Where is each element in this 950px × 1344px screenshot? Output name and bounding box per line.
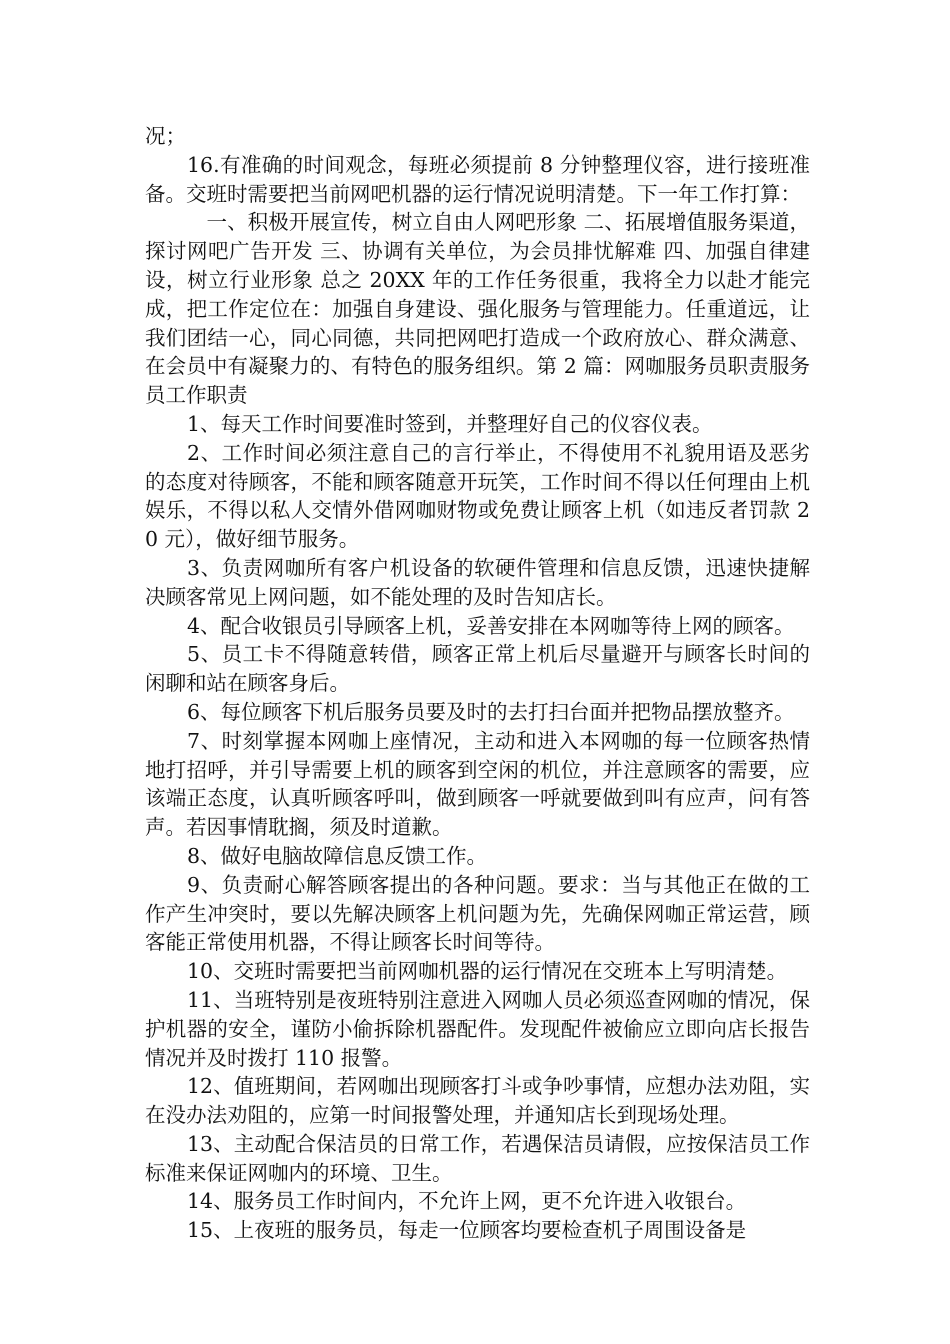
paragraph: 15、上夜班的服务员，每走一位顾客均要检查机子周围设备是 [187, 1218, 747, 1243]
paragraph: 9、负责耐心解答顾客提出的各种问题。要求：当与其他正在做的工作产生冲突时，要以先解决顾客上机问题为先，先确保网咖正常运营，顾客能正常使用机器，不得让顾客长时间等待。 [145, 872, 810, 955]
paragraph: 2、工作时间必须注意自己的言行举止，不得使用不礼貌用语及恶劣的态度对待顾客，不能和顾客随意开玩笑，工作时间不得以任何理由上机娱乐，不得以私人交情外借网咖财物或免费让顾客上机（如违反者罚款 20 元），做好细节服务。 [145, 440, 810, 552]
paragraph: 16.有准确的时间观念，每班必须提前 8 分钟整理仪容，进行接班准备。交班时需要把当前网吧机器的运行情况说明清楚。下一年工作打算： [145, 152, 810, 206]
paragraph: 7、时刻掌握本网咖上座情况，主动和进入本网咖的每一位顾客热情地打招呼，并引导需要上机的顾客到空闲的机位，并注意顾客的需要，应该端正态度，认真听顾客呼叫，做到顾客一呼就要做到叫有应声，问有答声。若因事情耽搁，须及时道歉。 [145, 728, 810, 840]
paragraph: 4、配合收银员引导顾客上机，妥善安排在本网咖等待上网的顾客。 [187, 613, 795, 638]
paragraph: 6、每位顾客下机后服务员要及时的去打扫台面并把物品摆放整齐。 [187, 699, 795, 724]
paragraph: 14、服务员工作时间内，不允许上网，更不允许进入收银台。 [187, 1189, 747, 1214]
paragraph: 5、员工卡不得随意转借，顾客正常上机后尽量避开与顾客长时间的闲聊和站在顾客身后。 [145, 642, 810, 696]
paragraph: 12、值班期间，若网咖出现顾客打斗或争吵事情，应想办法劝阻，实在没办法劝阻的，应第一时间报警处理，并通知店长到现场处理。 [145, 1074, 810, 1128]
paragraph: 一、积极开展宣传，树立自由人网吧形象 二、拓展增值服务渠道，探讨网吧广告开发 三、协调有关单位，为会员排忧解难 四、加强自律建设，树立行业形象 总之 20XX 年的工作任务很重，我将全力以赴才能完成，把工作定位在：加强自身建设、强化服务与管理能力。任重道远，让我们团结一心，同心同德，共同把网吧打造成一个政府放心、群众满意、在会员中有凝聚力的、有特色的服务组织。第 2 篇：网咖服务员职责服务员工作职责 [145, 210, 810, 408]
paragraph: 况； [145, 124, 186, 148]
paragraph: 13、主动配合保洁员的日常工作，若遇保洁员请假，应按保洁员工作标准来保证网咖内的环境、卫生。 [145, 1131, 810, 1185]
paragraph: 1、每天工作时间要准时签到，并整理好自己的仪容仪表。 [187, 411, 713, 436]
paragraph: 11、当班特别是夜班特别注意进入网咖人员必须巡查网咖的情况，保护机器的安全，谨防小偷拆除机器配件。发现配件被偷应立即向店长报告情况并及时拨打 110 报警。 [145, 987, 810, 1070]
document-body [145, 122, 810, 1245]
paragraph: 8、做好电脑故障信息反馈工作。 [187, 843, 488, 868]
paragraph: 3、负责网咖所有客户机设备的软硬件管理和信息反馈，迅速快捷解决顾客常见上网问题，如不能处理的及时告知店长。 [145, 555, 810, 609]
paragraph: 10、交班时需要把当前网咖机器的运行情况在交班本上写明清楚。 [187, 959, 788, 984]
